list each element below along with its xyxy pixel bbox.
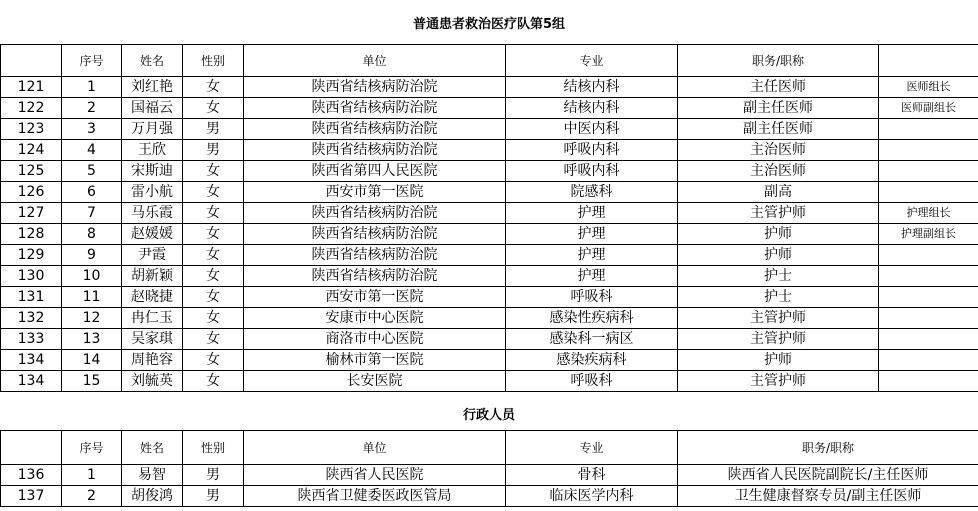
cell-seq: 6 [62,182,122,203]
cell-unit: 陕西省人民医院 [244,465,506,486]
cell-title: 卫生健康督察专员/副主任医师 [678,486,978,507]
cell-idx: 123 [1,119,62,140]
cell-unit: 西安市第一医院 [244,287,506,308]
header-title: 职务/职称 [678,431,978,465]
cell-major: 护理 [506,224,678,245]
cell-major: 呼吸科 [506,371,678,392]
cell-gender: 女 [183,182,244,203]
cell-name: 雷小航 [122,182,183,203]
cell-idx: 126 [1,182,62,203]
cell-name: 王欣 [122,140,183,161]
cell-gender: 女 [183,77,244,98]
cell-title: 主管护师 [678,371,879,392]
cell-title: 主管护师 [678,329,879,350]
table-row [1,161,978,182]
table-row [1,98,978,119]
table-row [1,77,978,98]
cell-idx: 133 [1,329,62,350]
cell-note [879,308,978,329]
cell-seq: 15 [62,371,122,392]
table-row [1,119,978,140]
cell-name: 易智 [122,465,183,486]
cell-title: 护师 [678,245,879,266]
cell-gender: 男 [183,486,244,507]
cell-gender: 女 [183,161,244,182]
header-unit: 单位 [244,431,506,465]
cell-note: 护理组长 [879,203,978,224]
cell-title: 主管护师 [678,203,879,224]
table-row [1,287,978,308]
table-row [1,203,978,224]
cell-gender: 女 [183,203,244,224]
cell-gender: 女 [183,245,244,266]
cell-major: 呼吸内科 [506,140,678,161]
cell-seq: 11 [62,287,122,308]
cell-unit: 陕西省结核病防治院 [244,77,506,98]
cell-note: 医师组长 [879,77,978,98]
cell-idx: 136 [1,465,62,486]
cell-unit: 长安医院 [244,371,506,392]
section1-header-row [1,45,978,77]
cell-unit: 陕西省结核病防治院 [244,119,506,140]
cell-seq: 8 [62,224,122,245]
table-row [1,266,978,287]
section1-table [0,44,978,392]
cell-major: 呼吸内科 [506,161,678,182]
cell-seq: 4 [62,140,122,161]
header-index [1,431,62,465]
cell-idx: 127 [1,203,62,224]
cell-gender: 女 [183,371,244,392]
cell-name: 吴家琪 [122,329,183,350]
cell-major: 中医内科 [506,119,678,140]
cell-name: 马乐霞 [122,203,183,224]
cell-idx: 137 [1,486,62,507]
cell-major: 感染性疾病科 [506,308,678,329]
section1-title: 普通患者救治医疗队第5组 [412,16,566,32]
cell-unit: 陕西省结核病防治院 [244,245,506,266]
cell-title: 护师 [678,350,879,371]
cell-idx: 134 [1,371,62,392]
cell-major: 护理 [506,203,678,224]
cell-seq: 2 [62,98,122,119]
cell-name: 周艳容 [122,350,183,371]
cell-idx: 124 [1,140,62,161]
table-row [1,182,978,203]
cell-note [879,245,978,266]
cell-title: 副主任医师 [678,98,879,119]
cell-note: 护理副组长 [879,224,978,245]
cell-major: 护理 [506,266,678,287]
header-name: 姓名 [122,45,183,77]
cell-title: 副高 [678,182,879,203]
cell-note [879,140,978,161]
table-row [1,371,978,392]
cell-note [879,266,978,287]
cell-idx: 130 [1,266,62,287]
cell-gender: 女 [183,266,244,287]
header-seq: 序号 [62,431,122,465]
cell-seq: 13 [62,329,122,350]
cell-seq: 14 [62,350,122,371]
table-row [1,350,978,371]
cell-note [879,350,978,371]
cell-name: 赵媛媛 [122,224,183,245]
header-gender: 性别 [183,45,244,77]
cell-idx: 131 [1,287,62,308]
cell-gender: 女 [183,224,244,245]
cell-major: 呼吸科 [506,287,678,308]
header-name: 姓名 [122,431,183,465]
cell-unit: 商洛市中心医院 [244,329,506,350]
section2-title: 行政人员 [462,407,515,423]
cell-name: 胡俊鸿 [122,486,183,507]
cell-name: 宋斯迪 [122,161,183,182]
cell-title: 护士 [678,287,879,308]
cell-note [879,182,978,203]
cell-idx: 132 [1,308,62,329]
header-unit: 单位 [244,45,506,77]
cell-gender: 女 [183,350,244,371]
cell-seq: 5 [62,161,122,182]
cell-major: 结核内科 [506,77,678,98]
cell-idx: 121 [1,77,62,98]
cell-note [879,371,978,392]
cell-idx: 134 [1,350,62,371]
cell-seq: 12 [62,308,122,329]
section2-title-table [0,396,978,430]
header-major: 专业 [506,45,678,77]
cell-title: 副主任医师 [678,119,879,140]
cell-seq: 10 [62,266,122,287]
cell-title: 护士 [678,266,879,287]
cell-gender: 男 [183,465,244,486]
cell-note: 医师副组长 [879,98,978,119]
cell-unit: 陕西省结核病防治院 [244,224,506,245]
table-row [1,245,978,266]
header-note [879,45,978,77]
cell-idx: 128 [1,224,62,245]
cell-unit: 陕西省结核病防治院 [244,203,506,224]
cell-name: 赵晓捷 [122,287,183,308]
header-gender: 性别 [183,431,244,465]
cell-name: 胡新颖 [122,266,183,287]
table-row [1,329,978,350]
cell-gender: 女 [183,287,244,308]
cell-title: 护师 [678,224,879,245]
cell-idx: 125 [1,161,62,182]
header-seq: 序号 [62,45,122,77]
cell-major: 结核内科 [506,98,678,119]
cell-major: 临床医学内科 [506,486,678,507]
cell-gender: 男 [183,119,244,140]
cell-seq: 3 [62,119,122,140]
cell-seq: 7 [62,203,122,224]
table-row [1,140,978,161]
cell-major: 护理 [506,245,678,266]
cell-major: 院感科 [506,182,678,203]
header-index [1,45,62,77]
section2-table [0,430,978,507]
cell-idx: 122 [1,98,62,119]
cell-seq: 2 [62,486,122,507]
cell-major: 感染科一病区 [506,329,678,350]
cell-title: 主治医师 [678,140,879,161]
cell-gender: 女 [183,308,244,329]
cell-idx: 129 [1,245,62,266]
cell-seq: 1 [62,77,122,98]
cell-unit: 陕西省结核病防治院 [244,98,506,119]
table-row [1,465,978,486]
cell-major: 感染疾病科 [506,350,678,371]
table-row [1,308,978,329]
cell-gender: 男 [183,140,244,161]
cell-major: 骨科 [506,465,678,486]
section1-title-table [0,0,978,44]
table-row [1,486,978,507]
cell-seq: 9 [62,245,122,266]
cell-note [879,329,978,350]
table-row [1,224,978,245]
cell-name: 刘毓英 [122,371,183,392]
cell-note [879,287,978,308]
cell-title: 主任医师 [678,77,879,98]
cell-unit: 榆林市第一医院 [244,350,506,371]
header-major: 专业 [506,431,678,465]
cell-unit: 西安市第一医院 [244,182,506,203]
cell-name: 冉仁玉 [122,308,183,329]
header-title: 职务/职称 [678,45,879,77]
cell-unit: 陕西省第四人民医院 [244,161,506,182]
cell-seq: 1 [62,465,122,486]
cell-name: 国福云 [122,98,183,119]
cell-unit: 陕西省卫健委医政医管局 [244,486,506,507]
cell-unit: 陕西省结核病防治院 [244,140,506,161]
cell-name: 尹霞 [122,245,183,266]
cell-unit: 安康市中心医院 [244,308,506,329]
cell-title: 陕西省人民医院副院长/主任医师 [678,465,978,486]
cell-name: 万月强 [122,119,183,140]
cell-unit: 陕西省结核病防治院 [244,266,506,287]
cell-name: 刘红艳 [122,77,183,98]
cell-gender: 女 [183,98,244,119]
cell-note [879,161,978,182]
cell-title: 主治医师 [678,161,879,182]
cell-gender: 女 [183,329,244,350]
section2-header-row [1,431,978,465]
cell-note [879,119,978,140]
cell-title: 主管护师 [678,308,879,329]
